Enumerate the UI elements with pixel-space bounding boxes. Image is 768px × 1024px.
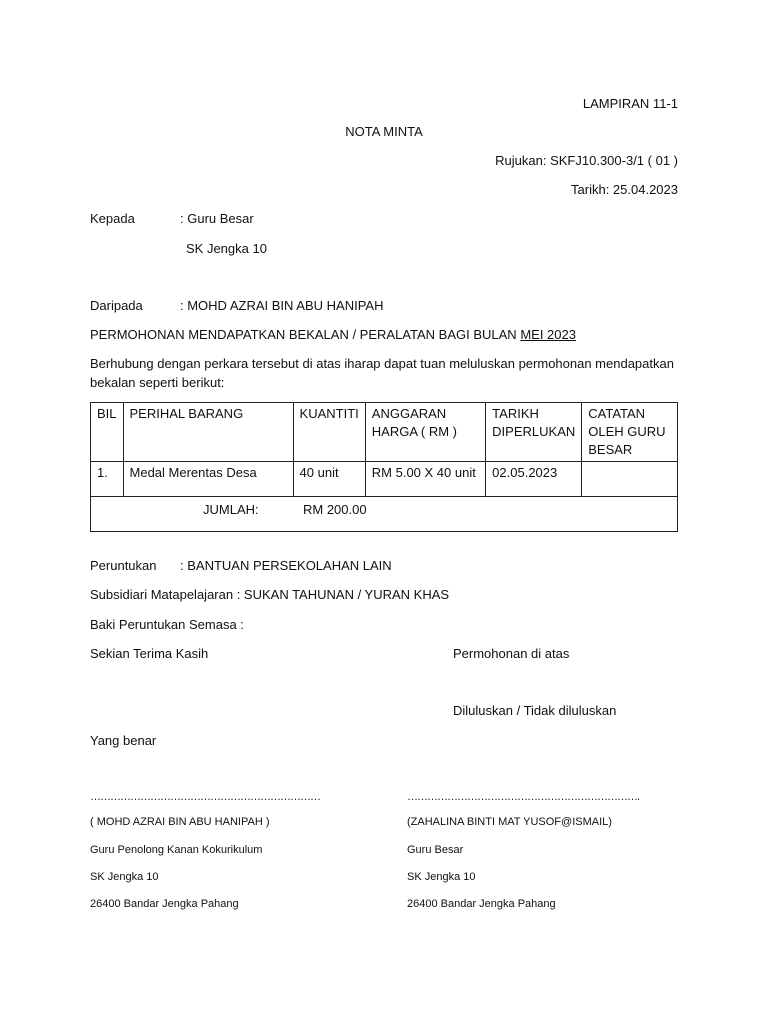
- peruntukan-label: Peruntukan: [90, 558, 157, 573]
- daripada-value: : MOHD AZRAI BIN ABU HANIPAH: [180, 298, 384, 313]
- table-row: [91, 462, 678, 497]
- signatory-school-right: SK Jengka 10: [407, 871, 476, 883]
- total-label: JUMLAH:: [203, 502, 259, 517]
- approval-label: Permohonan di atas: [453, 646, 570, 661]
- signatory-name-right: (ZAHALINA BINTI MAT YUSOF@ISMAIL): [407, 816, 612, 828]
- subject-month: MEI 2023: [520, 327, 576, 342]
- total-value: RM 200.00: [303, 502, 367, 517]
- kepada-school: SK Jengka 10: [186, 241, 267, 256]
- lampiran-label: LAMPIRAN 11-1: [582, 96, 678, 111]
- signatory-position-left: Guru Penolong Kanan Kokurikulum: [90, 844, 263, 856]
- signatory-position-right: Guru Besar: [407, 844, 464, 856]
- signature-line-left: ……………………………………………………………: [90, 791, 320, 803]
- header-perihal: PERIHAL BARANG: [123, 403, 293, 462]
- signatory-address-left: 26400 Bandar Jengka Pahang: [90, 898, 239, 910]
- header-anggaran: ANGGARAN HARGA ( RM ): [365, 403, 485, 462]
- total-cell: [91, 497, 678, 532]
- body-line-1: Berhubung dengan perkara tersebut di atas iharap dapat tuan meluluskan permohonan mendapatkan: [90, 356, 674, 371]
- subject-text: PERMOHONAN MENDAPATKAN BEKALAN / PERALATAN BAGI BULAN: [90, 327, 517, 342]
- header-bil: BIL: [91, 403, 124, 462]
- header-catatan: CATATAN OLEH GURU BESAR: [582, 403, 678, 462]
- header-kuantiti: KUANTITI: [293, 403, 365, 462]
- document-title: NOTA MINTA: [345, 124, 423, 139]
- cell-perihal: Medal Merentas Desa: [123, 462, 293, 497]
- items-table: [90, 402, 678, 532]
- signature-line-right: …………………………………………………………….: [407, 791, 640, 803]
- approval-options: Diluluskan / Tidak diluluskan: [453, 703, 617, 718]
- cell-kuantiti: 40 unit: [293, 462, 365, 497]
- baki-line: Baki Peruntukan Semasa :: [90, 617, 244, 632]
- peruntukan-value: : BANTUAN PERSEKOLAHAN LAIN: [180, 558, 392, 573]
- daripada-label: Daripada: [90, 298, 143, 313]
- table-header-row: [91, 403, 678, 462]
- document-date: Tarikh: 25.04.2023: [571, 182, 678, 197]
- table-total-row: [91, 497, 678, 532]
- header-tarikh: TARIKH DIPERLUKAN: [486, 403, 582, 462]
- body-line-2: bekalan seperti berikut:: [90, 375, 225, 390]
- yang-benar: Yang benar: [90, 733, 157, 748]
- subject-line: [90, 327, 576, 342]
- reference-number: Rujukan: SKFJ10.300-3/1 ( 01 ): [495, 153, 678, 168]
- signatory-name-left: ( MOHD AZRAI BIN ABU HANIPAH ): [90, 816, 270, 828]
- subsidiari-line: Subsidiari Matapelajaran : SUKAN TAHUNAN / YURAN KHAS: [90, 587, 450, 602]
- kepada-value: : Guru Besar: [180, 211, 254, 226]
- cell-bil: 1.: [91, 462, 124, 497]
- cell-tarikh: 02.05.2023: [486, 462, 582, 497]
- cell-catatan: [582, 462, 678, 497]
- signatory-school-left: SK Jengka 10: [90, 871, 159, 883]
- thanks-line: Sekian Terima Kasih: [90, 646, 209, 661]
- cell-anggaran: RM 5.00 X 40 unit: [365, 462, 485, 497]
- signatory-address-right: 26400 Bandar Jengka Pahang: [407, 898, 556, 910]
- kepada-label: Kepada: [90, 211, 135, 226]
